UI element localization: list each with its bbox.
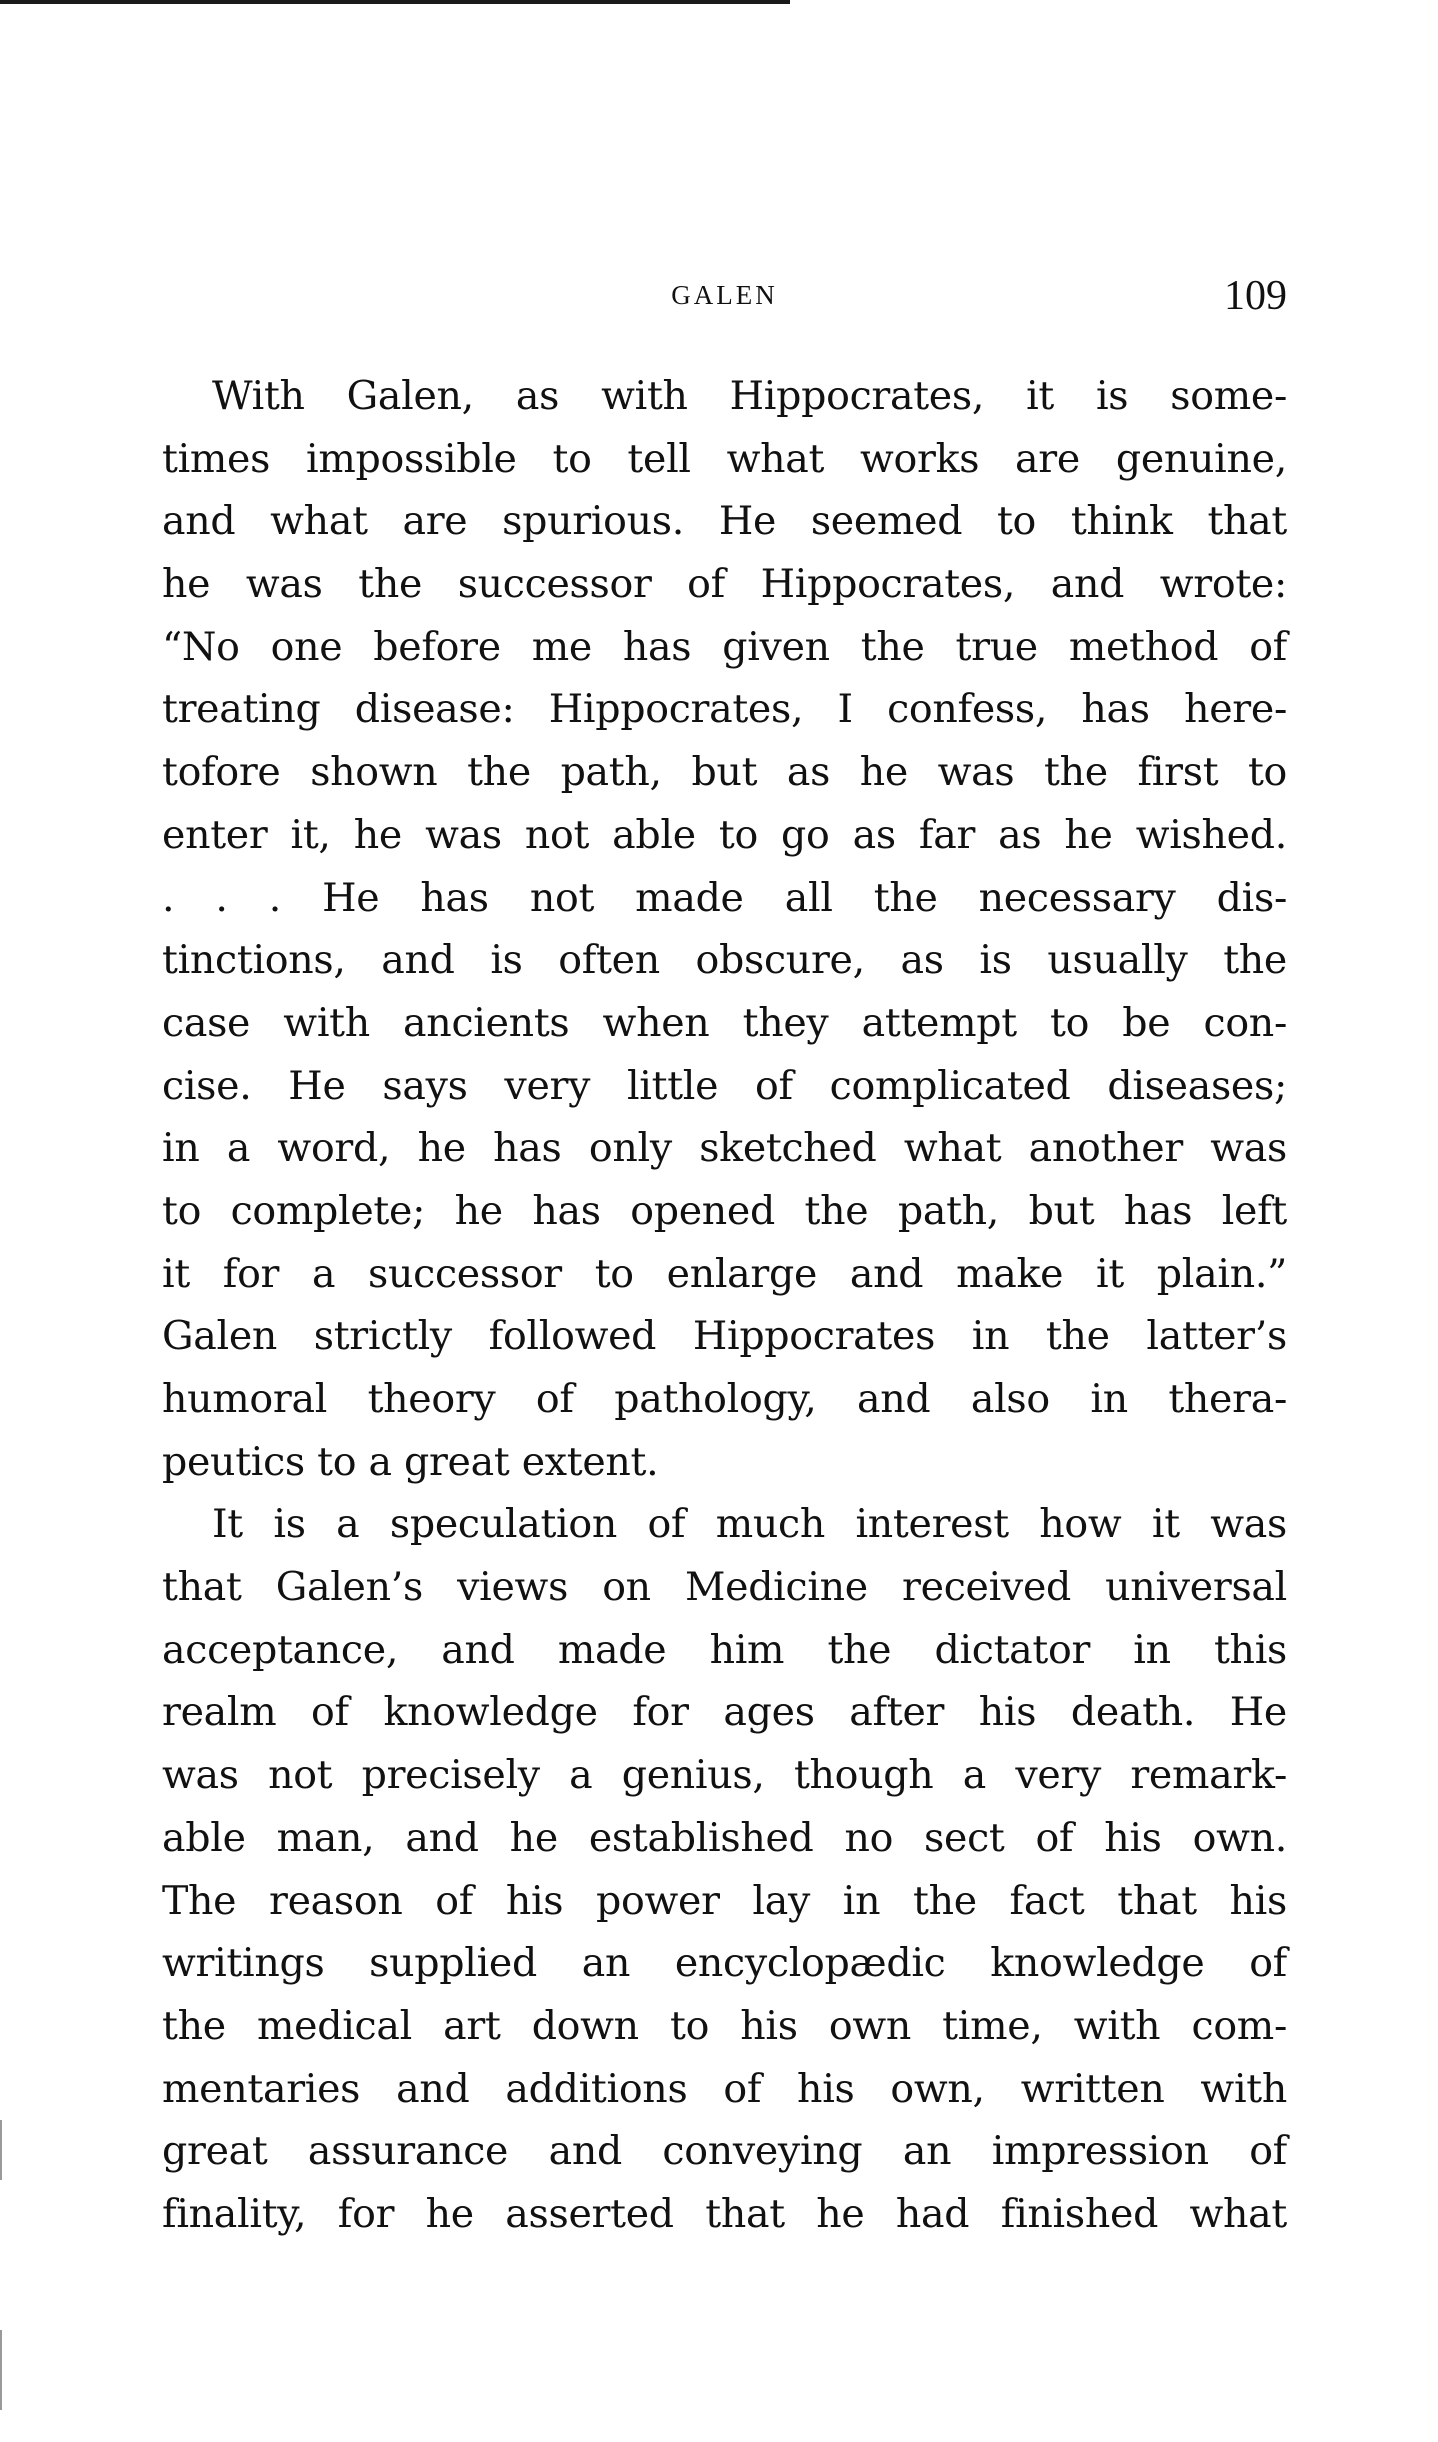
text-line: case with ancients when they attempt to be con- xyxy=(162,999,1287,1046)
running-head xyxy=(162,272,1287,322)
text-line: “No one before me has given the true method of xyxy=(162,623,1287,670)
text-line: Galen strictly followed Hippocrates in the latter’s xyxy=(162,1313,1287,1360)
scan-edge-mark xyxy=(0,2120,2,2180)
text-line: tinctions, and is often obscure, as is usually the xyxy=(162,937,1287,984)
text-line: tofore shown the path, but as he was the first to xyxy=(162,749,1287,796)
text-line: humoral theory of pathology, and also in thera- xyxy=(162,1376,1287,1422)
text-line: times impossible to tell what works are genuine, xyxy=(162,435,1287,482)
text-line: treating disease: Hippocrates, I confess, has here- xyxy=(162,686,1287,733)
text-line: able man, and he established no sect of his own. xyxy=(162,1814,1287,1861)
body-text xyxy=(162,365,1287,2246)
text-line: great assurance and conveying an impression of xyxy=(162,2128,1287,2175)
text-line: finality, for he asserted that he had finished what xyxy=(162,2190,1287,2237)
text-line: writings supplied an encyclopædic knowledge of xyxy=(162,1940,1287,1987)
text-line: to complete; he has opened the path, but has left xyxy=(162,1187,1287,1234)
text-line: that Galen’s views on Medicine received universal xyxy=(162,1564,1287,1611)
text-line: mentaries and additions of his own, written with xyxy=(162,2065,1287,2112)
text-line: acceptance, and made him the dictator in this xyxy=(162,1626,1287,1673)
text-line: peutics to a great extent. xyxy=(162,1438,659,1485)
text-line: was not precisely a genius, though a very remark- xyxy=(162,1752,1287,1799)
running-title: GALEN xyxy=(671,280,778,310)
page-number: 109 xyxy=(1224,273,1287,319)
text-line: It is a speculation of much interest how it was xyxy=(212,1501,1287,1548)
text-line: With Galen, as with Hippocrates, it is some- xyxy=(212,373,1287,419)
text-line: the medical art down to his own time, with com- xyxy=(162,2002,1287,2049)
text-line: cise. He says very little of complicated diseases; xyxy=(162,1062,1287,1109)
text-line: enter it, he was not able to go as far as he wished. xyxy=(162,811,1287,858)
page-top-edge-rule xyxy=(0,0,790,4)
text-line: The reason of his power lay in the fact that his xyxy=(162,1877,1287,1924)
text-line: in a word, he has only sketched what another was xyxy=(162,1125,1287,1172)
text-line: and what are spurious. He seemed to think that xyxy=(162,498,1287,545)
scan-edge-mark xyxy=(0,2330,2,2410)
text-line: he was the successor of Hippocrates, and wrote: xyxy=(162,561,1287,608)
text-line: it for a successor to enlarge and make it plain.” xyxy=(162,1250,1287,1297)
text-line: realm of knowledge for ages after his death. He xyxy=(162,1689,1287,1736)
text-line: . . . He has not made all the necessary dis- xyxy=(162,874,1287,921)
